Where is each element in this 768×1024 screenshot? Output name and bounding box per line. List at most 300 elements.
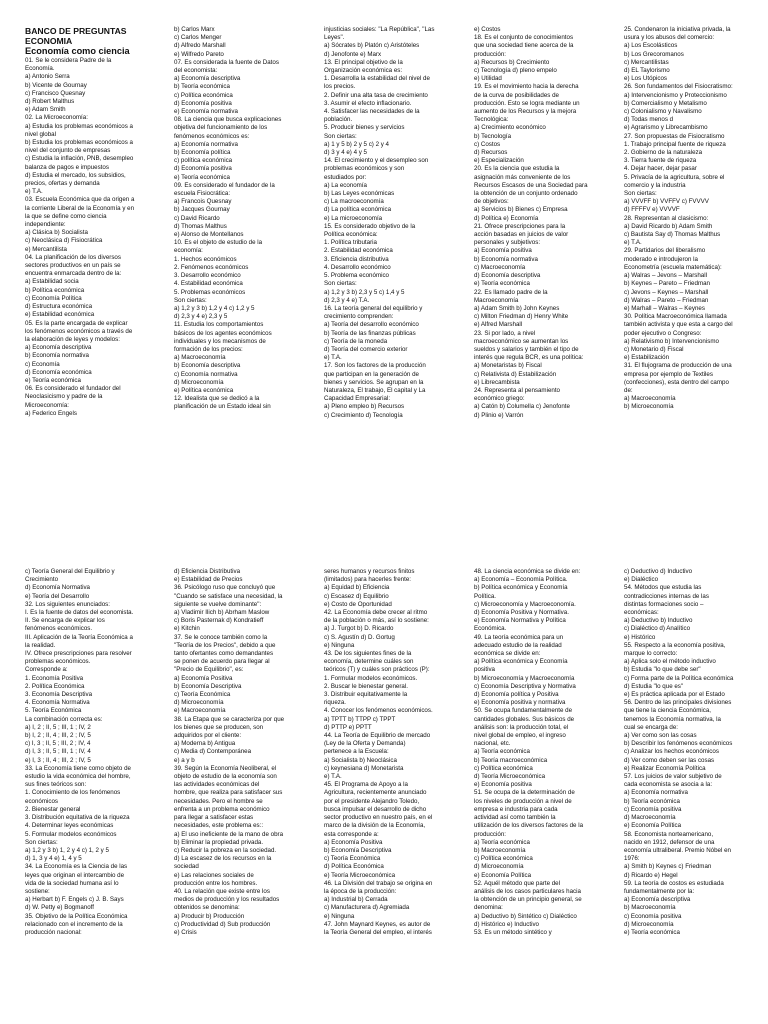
text-line: 3. Tierra fuente de riqueza — [624, 157, 697, 165]
text-line: 2. Definir una alta tasa de crecimiento — [324, 91, 428, 99]
text-line: a) Política económica y Economía — [474, 658, 568, 666]
text-line: b) Macroeconomía — [474, 846, 526, 854]
text-line: aumento de los Recursos y la mejora — [474, 108, 577, 116]
text-line: c) Jevons – Keynes – Marshall — [624, 288, 709, 296]
text-line: d) Estudia el mercado, los subsidios, — [25, 171, 126, 179]
text-line: d) Recursos — [474, 149, 508, 157]
text-line: 1. Hechos económicos — [174, 255, 237, 263]
text-line: b) I, 2 ; II, 4 ; III, 2 ; IV, 5 — [25, 732, 91, 740]
text-line: 32. Los siguientes enunciados: — [25, 600, 110, 608]
text-line: 13. El principal objetivo de la — [324, 58, 403, 66]
text-line: (Ley de la Oferta y Demanda) — [324, 740, 406, 748]
text-line: d) Histórico e) Inductivo — [474, 920, 539, 928]
text-line: a) Teoría económica — [474, 838, 530, 846]
text-line: "Cuando se satisface una necesidad, la — [174, 592, 283, 600]
text-line: a) 1,2 y 3 b) 1, 2 y 4 c) 1, 2 y 5 — [25, 846, 109, 854]
text-line: d) Robert Malthus — [25, 98, 75, 106]
text-line: c) Forma parte de la Política económica — [624, 674, 734, 682]
text-line: 25. Condenaron la iniciativa privada, la — [624, 26, 731, 33]
text-line: d) La escasez de los recursos en la — [174, 855, 272, 863]
text-line: II. Se encarga de explicar los — [25, 617, 105, 625]
text-line: d) Thomas Malthus — [174, 222, 227, 230]
text-line: Economía. — [25, 65, 55, 73]
text-line: 03. Escuela Económica que da origen a — [25, 196, 135, 204]
text-line: 1. Conocimiento de los fenómenos — [25, 789, 121, 797]
text-line: para llegar a satisfacer estas — [174, 814, 254, 822]
text-line: a) Adam Smith b) John Keynes — [474, 304, 560, 312]
text-line: 34. La Economía es la Ciencia de las — [25, 863, 128, 871]
column-1 — [25, 26, 161, 500]
text-line: la obtención de un conjunto ordenado — [474, 190, 578, 198]
text-line: 2. Estabilidad económica — [324, 247, 393, 255]
column-text — [474, 26, 610, 420]
page-top — [0, 0, 768, 500]
text-line: c) S. Agustín d) D. Gortug — [324, 633, 395, 641]
text-line: d) Teoría del comercio exterior — [324, 345, 408, 353]
text-line: 47. John Maynard Keynes, es autor de — [324, 920, 431, 928]
text-line: relacionado con el incremento de la — [25, 920, 123, 928]
text-line: b) Carlos Marx — [174, 26, 215, 33]
text-line: cada economista se asocia a la: — [624, 781, 713, 789]
text-line: a) Equidad b) Eficiencia — [324, 584, 390, 592]
text-line: medios de producción y los resultados — [174, 896, 280, 904]
text-line: e) Economía normativa — [174, 108, 238, 116]
text-line: e) Economía positiva y normativa — [474, 699, 566, 707]
text-line: tanto ofertantes como demandantes — [174, 650, 274, 658]
text-line: 14. El crecimiento y el desempleo son — [324, 157, 429, 165]
text-line: por el presidente Alejandro Toledo, — [324, 797, 420, 805]
text-line: se ponen de acuerdo para llegar al — [174, 658, 270, 666]
text-line: c) Reducir la pobreza en la sociedad. — [174, 846, 277, 854]
text-line: a) Intervencionismo y Proteccionismo — [624, 91, 727, 99]
text-line: c) Economía normativa — [174, 370, 238, 378]
text-line: 54. Métodos que estudia las — [624, 584, 702, 592]
text-line: Capacidad Empresarial: — [324, 395, 391, 403]
text-line: Son ciertas: — [624, 190, 657, 198]
text-line: b) Economía normativa — [474, 255, 538, 263]
text-line: a) Recursos b) Crecimiento — [474, 58, 550, 66]
text-line: sociedad — [174, 863, 199, 871]
text-line: a) Economía descriptiva — [174, 75, 241, 83]
text-line: utilización de los diversos factores de la — [474, 822, 584, 830]
text-line: individuales y los mecanismos de — [174, 337, 266, 345]
text-line: c) Economía Política — [25, 294, 82, 302]
text-line: a) 1,2 y 3 b) 2,3 y 5 c) 1,4 y 5 — [324, 288, 405, 296]
text-line: c) Productividad d) Sub producción — [174, 920, 271, 928]
text-line: marco de la división de la Economía, — [324, 822, 426, 830]
text-line: a) Producir b) Producción — [174, 912, 245, 920]
text-line: a) David Ricardo b) Adam Smith — [624, 222, 713, 230]
text-line: 3. Eficiencia distributiva — [324, 255, 389, 263]
text-line: la corriente Liberal de la Economía y en — [25, 204, 135, 212]
text-line: sus fines teóricos son: — [25, 781, 87, 789]
text-line: a) Federico Engels — [25, 409, 77, 417]
text-line: leyes que originan el intercambio de — [25, 871, 125, 879]
text-line: d) Ver como deben ser las cosas — [624, 756, 715, 764]
column-text — [174, 568, 310, 937]
text-line: cantidades globales. Sus básicos de — [474, 715, 575, 723]
text-line: c) Analizar los hechos económicos — [624, 748, 719, 756]
text-line: busca impulsar el desarrollo de dicho — [324, 805, 427, 813]
text-line: acción basadas en juicios de valor — [474, 231, 569, 239]
text-line: d) Eficiencia Distributiva — [174, 568, 241, 575]
text-line: 07. Es considerada la fuente de Datos — [174, 58, 279, 66]
text-line: 3. Asumir el efecto inflacionario. — [324, 99, 412, 107]
text-line: 10. Es el objeto de estudio de la — [174, 239, 263, 247]
text-line: 2. Buscar le bienestar general. — [324, 682, 408, 690]
text-line: d) Plinio e) Varrón — [474, 411, 524, 419]
text-line: c) Deductivo d) Inductivo — [624, 568, 693, 575]
text-line: 36. Psicólogo ruso que concluyó que — [174, 584, 276, 592]
column-5 — [624, 568, 760, 1024]
text-line: nivel del conjunto de empresas — [25, 147, 111, 155]
text-line: producción entre los hombres. — [174, 879, 258, 887]
text-line: injusticias sociales: "La República", "Las — [324, 26, 435, 33]
text-line: análisis de los casos particulares hacia — [474, 887, 581, 895]
text-line: 3. Distribuir equitativamente la — [324, 691, 408, 699]
text-line: precios, ofertas y demanda — [25, 180, 100, 188]
text-line: c) Bautista Say d) Thomas Malthus — [624, 231, 721, 239]
text-line: c) Economía Descriptiva y Normativa — [474, 682, 576, 690]
text-line: Organización económica es: — [324, 67, 403, 75]
text-line: e) La microeconomía — [324, 214, 383, 222]
text-line: a) Vladimir Ilich b) Abrham Maslow — [174, 609, 270, 617]
text-line: c) Media d) Contemporánea — [174, 748, 252, 756]
text-line: c) Macroeconomía — [474, 263, 526, 271]
text-line: Neoclasicismo y padre de la — [25, 393, 103, 401]
text-line: los fenómenos económicos a través de — [25, 327, 133, 335]
text-line: 38. La Etapa que se caracteriza por que — [174, 715, 285, 723]
text-line: c) Boris Pasternak d) Kondratieff — [174, 617, 264, 625]
text-line: nivel global — [25, 130, 56, 138]
text-line: a) Estabilidad socia — [25, 278, 79, 286]
text-line: b) Teoría macroeconómica — [474, 756, 548, 764]
text-line: 52. Aquél método que parte del — [474, 879, 561, 887]
text-line: a) Herbart b) F. Engels c) J. B. Says — [25, 896, 124, 904]
text-line: nivel global de empleo, el ingreso — [474, 732, 566, 740]
text-line: e) Alfred Marshall — [474, 321, 523, 329]
text-line: c) Escasez d) Equilibrio — [324, 592, 389, 600]
text-line: vida de la sociedad humana así lo — [25, 879, 119, 887]
text-line: a) Clásica b) Socialista — [25, 229, 88, 237]
text-line: 1. Trabajo principal fuente de riqueza — [624, 140, 726, 148]
text-line: e) Alonso de Montellanos — [174, 231, 244, 239]
text-line: la realidad. — [25, 641, 56, 649]
text-line: c) Crecimiento d) Tecnología — [324, 411, 403, 419]
text-line: 1. Economía Positiva — [25, 674, 84, 682]
text-line: c) Carlos Menger — [174, 34, 222, 42]
text-line: comercio y la industria — [624, 181, 686, 189]
text-line: d) Economía positiva — [174, 165, 232, 173]
text-line: c) keynesiana d) Monetarista — [324, 764, 404, 772]
text-line: 46. La División del trabajo se origina en — [324, 879, 433, 887]
text-line: d) Microeconomía — [474, 863, 524, 871]
text-line: "Precio de Equilibrio", es: — [174, 666, 244, 674]
text-line: 21. Ofrece prescripciones para la — [474, 222, 566, 230]
text-line: e) T.A. — [624, 239, 642, 247]
text-line: b) Comercialismo y Metalismo — [624, 99, 707, 107]
text-line: Son ciertas: — [324, 132, 357, 140]
text-line: 30. Política Macroeconómica llamada — [624, 313, 727, 321]
text-line: producción nacional: — [25, 928, 82, 936]
text-line: 50. Se ocupa fundamentalmente de — [474, 707, 573, 715]
text-line: 3. Economía Descriptiva — [25, 691, 93, 699]
text-line: balanza de pagos e impuestos — [25, 163, 109, 171]
text-line: d) 3 y 4 e) 4 y 5 — [324, 149, 367, 157]
text-line: e) Teoría económica — [624, 928, 680, 936]
text-line: d) 1, 3 y 4 e) 1, 4 y 5 — [25, 855, 82, 863]
text-line: e) Las relaciones sociales de — [174, 871, 254, 879]
text-line: e) Estabilidad de Precios — [174, 576, 243, 584]
text-line: c) Teoría Económica — [174, 691, 231, 699]
text-line: teóricos (T) y cuáles son prácticos (P): — [324, 666, 430, 674]
text-line: 39. Según la Economía Neoliberal, el — [174, 764, 277, 772]
text-line: a) Economía positiva — [474, 247, 532, 255]
text-line: a) Aplica solo el método inductivo — [624, 658, 716, 666]
text-line: los bienes que se producen, son — [174, 723, 264, 731]
text-line: d) Economía política y Positiva — [474, 691, 559, 699]
text-line: sostiene: — [25, 887, 50, 895]
text-line: interés que regula BCR, es una política: — [474, 354, 584, 362]
text-line: la elaboración de leyes y modelos: — [25, 335, 120, 343]
text-line: 4. Desarrollo económico — [324, 263, 391, 271]
text-line: 15. Es considerado objetivo de la — [324, 222, 416, 230]
text-line: macroeconómico se aumentan los — [474, 337, 569, 345]
text-line: 2. Fenómenos económicos — [174, 263, 249, 271]
text-line: a) Sócrates b) Platón c) Aristóteles — [324, 42, 420, 50]
text-line: a) TPTT b) TTPP c) TPPT — [324, 715, 396, 723]
text-line: a) Estudia los problemas económicos a — [25, 122, 133, 130]
text-line: e) Costo de Oportunidad — [324, 600, 392, 608]
text-line: d) 2,3 y 4 e) T.A. — [324, 296, 370, 304]
text-line: d) Economía Positiva y Normativa. — [474, 609, 569, 617]
column-5 — [624, 26, 760, 500]
text-line: d) Economía positiva — [174, 99, 232, 107]
text-line: e) Ninguna — [324, 912, 355, 920]
text-line: Son ciertas: — [324, 280, 357, 288]
text-line: empresa por ejemplo de Textiles — [624, 370, 713, 378]
text-line: actividad así como también la — [474, 814, 556, 822]
text-line: 57. Los juicios de valor subjetivo de — [624, 773, 722, 781]
text-line: 5. Producir bienes y servicios — [324, 124, 405, 132]
text-line: 5. Teoría Económica — [25, 707, 82, 715]
text-line: contradicciones internas de las — [624, 592, 709, 600]
text-line: e) Wilfredo Pareto — [174, 50, 224, 58]
text-line: nacional, etc. — [474, 740, 511, 748]
text-line: 5. Problemas económicos — [174, 288, 246, 296]
text-line: b) Describir los fenómenos económicos — [624, 740, 733, 748]
text-line: d) Macroeconomía — [624, 814, 676, 822]
text-line: 01. Se le considera Padre de la — [25, 57, 112, 64]
text-line: d) Ricardo e) Hegel — [624, 871, 678, 879]
text-line: fenómenos económicos es: — [174, 132, 250, 140]
text-line: e) Política económica — [174, 386, 234, 394]
text-line: Tecnológica: — [474, 116, 509, 124]
text-line: a) Deductivo b) Inductivo — [624, 617, 693, 625]
text-line: b) Estudia los problemas económicos a — [25, 139, 133, 147]
text-line: c) Estudia la inflación, PNB, desempleo — [25, 155, 134, 163]
text-line: e) Los Utópicos — [624, 75, 667, 83]
text-line: b) Estudia "lo que debe ser" — [624, 666, 701, 674]
text-line: a) Economía normativa — [174, 140, 238, 148]
text-line: (confecciones), esta dentro del campo — [624, 378, 729, 386]
text-line: fenómenos económicos. — [25, 625, 93, 633]
text-line: 2. Bienestar general — [25, 805, 81, 813]
text-line: d) EL Taylorismo — [624, 67, 670, 75]
document-title-line-1: BANCO DE PREGUNTAS — [25, 26, 127, 36]
text-line: independiente: — [25, 221, 66, 229]
text-line: c) Economía positiva — [624, 912, 682, 920]
text-line: 24. Representa al pensamiento — [474, 386, 560, 394]
text-line: e) Estabilización — [624, 354, 670, 362]
text-line: La combinación correcta es: — [25, 715, 103, 723]
text-line: que una sociedad tiene acerca de la — [474, 42, 574, 50]
text-line: necesidades, este problema es:: — [174, 822, 264, 830]
text-line: c) Monetario d) Fiscal — [624, 345, 684, 353]
text-line: riqueza. — [324, 699, 347, 707]
text-line: a) Economía descriptiva — [25, 344, 92, 352]
text-line: a) Macroeconomía — [624, 395, 676, 403]
column-1 — [25, 568, 161, 1024]
text-line: a) Economía – Economía Política. — [474, 576, 568, 584]
text-line: objeto de estudio de la economía son — [174, 773, 277, 781]
text-line: 58. Economista norteamericano, — [624, 830, 714, 838]
text-line: d) Microeconomía — [624, 920, 674, 928]
column-text — [474, 568, 610, 937]
text-line: 16. La teoría general del equilibrio y — [324, 304, 423, 312]
text-line: e) Macroeconomía — [174, 707, 226, 715]
text-line: e) Histórico — [624, 633, 656, 641]
text-line: sector productivo en nuestro país, en el — [324, 814, 433, 822]
text-line: a) J. Turgot b) D. Ricardo — [324, 625, 394, 633]
text-line: c) Milton Friedman d) Henry White — [474, 313, 569, 321]
text-line: Política. — [474, 592, 497, 600]
text-line: e) Economía Normativa y Política — [474, 617, 566, 625]
text-line: 4. Determinar leyes económicas — [25, 822, 114, 830]
text-line: e) Especialización — [474, 157, 524, 165]
text-line: d) Alfredo Marshall — [174, 42, 226, 50]
text-line: Leyes". — [324, 34, 345, 42]
text-line: e) Crisis — [174, 928, 197, 936]
text-line: a) 1 y 5 b) 2 y 5 c) 2 y 4 — [324, 140, 389, 148]
text-line: la Teoría General del empleo, el interés — [324, 928, 432, 936]
text-line: b) Jacques Gournay — [174, 206, 230, 214]
text-line: marque lo correcto: — [624, 650, 678, 658]
text-line: e) Adam Smith — [25, 106, 66, 114]
text-line: d) PTTP e) PPTT — [324, 723, 372, 731]
text-line: población. — [324, 116, 353, 124]
text-line: 06. Es considerado el fundador del — [25, 385, 121, 393]
text-line: 09. Es considerado el fundador de la — [174, 181, 275, 189]
text-line: b) Eliminar la propiedad privada. — [174, 838, 264, 846]
text-line: a) Ver como son las cosas — [624, 732, 697, 740]
text-line: d) Todas menos d — [624, 116, 674, 124]
text-line: c) Dialéctico d) Analítico — [624, 625, 691, 633]
text-line: 12. Idealista que se dedicó a la — [174, 395, 260, 403]
text-line: encuentra enmarcada dentro de la: — [25, 270, 122, 278]
text-line: problemas económicos. — [25, 658, 91, 666]
text-line: Agricultura, recientemente anunciado — [324, 789, 427, 797]
text-line: economía, determine cuáles son — [324, 658, 414, 666]
text-line: d) Walras – Pareto – Friedman — [624, 296, 709, 304]
text-line: cual se encarga de: — [624, 723, 679, 731]
text-line: asignación más conveniente de los — [474, 173, 571, 181]
text-line: a) Socialista b) Neoclásica — [324, 756, 397, 764]
text-line: adquiridos por el cliente: — [174, 732, 242, 740]
text-line: e) Costos — [474, 26, 501, 33]
text-line: 3. Distribución equitativa de la riqueza — [25, 814, 130, 822]
text-line: a) Deductivo b) Sintético c) Dialéctico — [474, 912, 577, 920]
text-line: a) Economía Positiva — [324, 838, 383, 846]
text-line: a) Crecimiento económico — [474, 124, 546, 132]
text-line: Política económica: — [324, 231, 378, 239]
text-line: la obtención de un principio general, se — [474, 896, 582, 904]
text-line: b) Política económica — [25, 286, 85, 294]
text-line: 02. La Microeconomía: — [25, 114, 88, 122]
text-line: también activista y que esta a cargo del — [624, 321, 733, 329]
text-line: economía: — [174, 247, 203, 255]
text-line: 5. Formular modelos económicos — [25, 830, 117, 838]
text-line: 19. Es el movimiento hacia la derecha — [474, 83, 579, 91]
text-line: a) Pleno empleo b) Recursos — [324, 403, 405, 411]
text-line: Macroeconomía — [474, 296, 519, 304]
text-line: a) Industrial b) Cerrada — [324, 896, 388, 904]
text-line: c) Política económica — [174, 91, 233, 99]
text-line: 35. Objetivo de la Política Económica — [25, 912, 128, 920]
text-line: b) Microeconomía — [624, 403, 674, 411]
text-line: a) La economía — [324, 181, 367, 189]
text-line: 5. Privacía de la agricultura, sobre el — [624, 173, 725, 181]
text-line: 4. Dejar hacer, dejar pasar — [624, 165, 697, 173]
text-line: d) W. Petty e) Bogmanoff — [25, 904, 95, 912]
column-text — [624, 568, 760, 937]
text-line: b) Keynes – Pareto – Friedman — [624, 280, 710, 288]
text-line: a) El uso ineficiente de la mano de obra — [174, 830, 284, 838]
text-line: a) Teoría del desarrollo económico — [324, 321, 419, 329]
text-line: las actividades económicas del — [174, 781, 260, 789]
text-line: c) Política económica — [474, 764, 533, 772]
text-line: d) Economía descriptiva — [474, 272, 541, 280]
text-line: e) Marhall – Walras – Keynes — [624, 304, 705, 312]
text-line: 04. La planificación de los diversos — [25, 253, 121, 261]
text-line: c) Neoclásica d) Fisiocrática — [25, 237, 103, 245]
text-line: hombre, que realiza para satisfacer sus — [174, 789, 283, 797]
column-text — [324, 568, 460, 937]
column-text — [324, 26, 460, 420]
text-line: 2. Política Económica — [25, 682, 85, 690]
text-line: los niveles de producción a nivel de — [474, 797, 572, 805]
text-line: 33. La Economía tiene como objeto de — [25, 764, 131, 772]
text-line: c) política económica — [174, 157, 233, 165]
text-line: 40. La relación que existe entre los — [174, 887, 270, 895]
text-line: c) David Ricardo — [174, 214, 220, 222]
text-line: 45. El Programa de Apoyo a la — [324, 781, 408, 789]
text-line: económicos — [25, 797, 59, 805]
text-line: a) 1,2 y 3 b) 1,2 y 4 c) 1,2 y 5 — [174, 304, 255, 312]
text-line: c) Tecnología d) pleno empelo — [474, 67, 557, 75]
text-line: económico griego: — [474, 395, 525, 403]
text-line: 48. La ciencia económica se divide en: — [474, 568, 581, 575]
text-line: b) Economía normativa — [25, 352, 89, 360]
text-line: crecimiento comprenden: — [324, 313, 394, 321]
text-line: c) Manufacturera d) Agremiada — [324, 904, 410, 912]
text-line: d) Teoría Microeconómica — [474, 773, 546, 781]
text-line: nacido en 1912, defensor de una — [624, 838, 715, 846]
text-line: c) Economía positiva — [624, 805, 682, 813]
text-line: análisis son: la producción total, el — [474, 723, 569, 731]
text-line: denomina: — [474, 904, 503, 912]
text-line: III. Aplicación de la Teoría Económica a — [25, 633, 133, 641]
